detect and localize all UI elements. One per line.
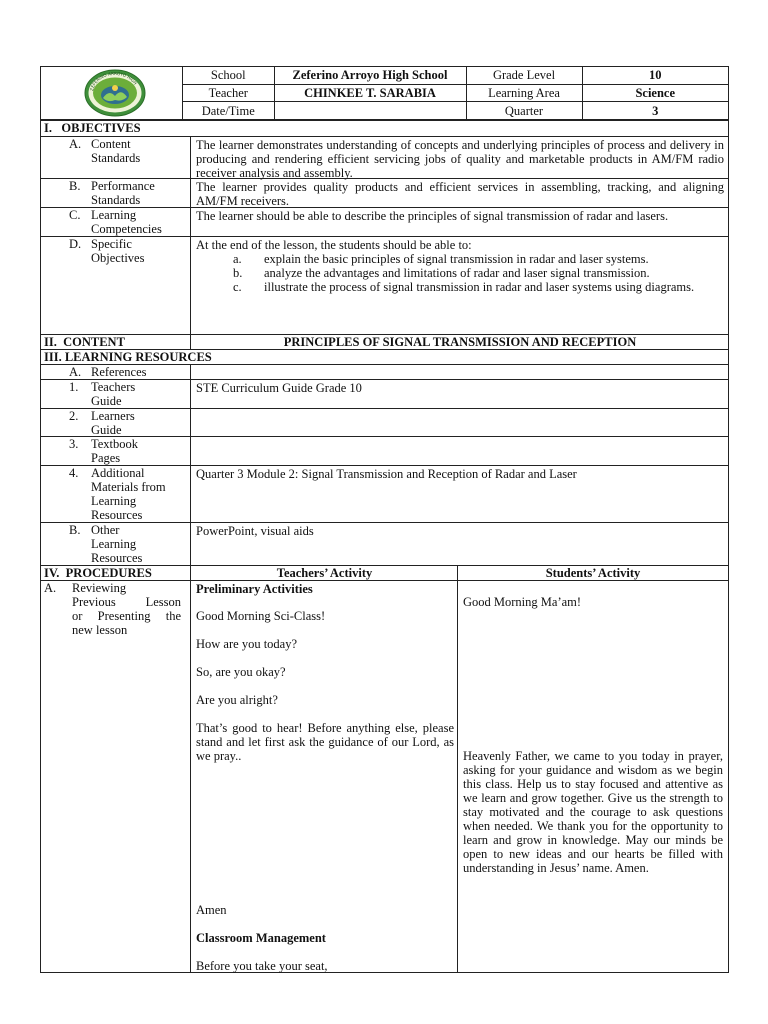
teacher-label: Teacher [183,84,274,101]
textbook-pages-value [190,437,728,465]
objectives-heading: I. OBJECTIVES [44,121,141,135]
svg-text:ZEFERINO ARROYO HIGH: ZEFERINO ARROYO HIGH [89,70,139,92]
performance-standards-text: The learner provides quality products and efficient services in assembling, tracking, and aligning AM/FM receivers. [196,180,724,208]
teacher-amen: Amen [196,903,227,917]
performance-standards-row: B. Performance Standards The learner provides quality products and efficient services in assembling, tracking, and aligning AM/FM receivers. [41,178,728,207]
logo-cell [41,67,183,119]
date-time-label: Date/Time [183,102,274,119]
specific-objectives-intro: At the end of the lesson, the students should be able to: [196,238,472,252]
textbook-pages-row: 3. Textbook Pages [41,436,728,465]
preliminary-activities-title: Preliminary Activities [196,582,313,596]
list-item: a. explain the basic principles of signal transmission in radar and laser systems. [233,252,649,266]
learning-resources-heading: III. LEARNING RESOURCES [44,350,212,364]
school-value: Zeferino Arroyo High School [274,67,466,84]
teacher-question-2: So, are you okay? [196,665,286,679]
procedures-heading: IV. PROCEDURES [44,566,152,580]
quarter-value: 3 [582,102,728,119]
specific-objectives-row: D. Specific Objectives At the end of the lesson, the students should be able to: a. explain the basic principles of signal transmission in radar and laser systems. b. analyze the advantages and limitations of radar and laser signal transmission. c. illustrate the process of signal transmission in radar and laser systems using diagrams. [41,236,728,334]
date-time-value [274,102,466,119]
grade-level-value: 10 [582,67,728,84]
other-resources-row: B. Other Learning Resources PowerPoint, visual aids [41,522,728,565]
content-title: PRINCIPLES OF SIGNAL TRANSMISSION AND RECEPTION [190,335,728,349]
learners-guide-row: 2. Learners Guide [41,408,728,436]
header-block [40,66,729,120]
additional-materials-row: 4. Additional Materials from Learning Resources Quarter 3 Module 2: Signal Transmission and Reception of Radar and Laser [41,465,728,522]
school-label: School [183,67,274,84]
classroom-management-title: Classroom Management [196,931,326,945]
list-item: b. analyze the advantages and limitations of radar and laser signal transmission. [233,266,650,280]
teacher-question-3: Are you alright? [196,693,278,707]
list-item: c. illustrate the process of signal transmission in radar and laser systems using diagrams. [233,280,695,294]
content-standards-row: A. Content Standards The learner demonstrates understanding of concepts and underlying principles of process and delivery in producing and rendering efficient servicing jobs of quality and marketable products in AM/FM radio receiver analysis and assembly. [41,136,728,178]
additional-materials-value: Quarter 3 Module 2: Signal Transmission and Reception of Radar and Laser [190,466,728,522]
teacher-value: CHINKEE T. SARABIA [274,84,466,101]
specific-objectives-list [196,252,724,294]
teacher-prayer-intro: That’s good to hear! Before anything else, please stand and let first ask the guidance of our Lord, as we pray.. [196,721,454,763]
objectives-heading-row [41,120,728,136]
reviewing-lesson-label: A. Reviewing Previous Lesson or Presenting the new lesson [44,581,181,637]
learners-guide-value [190,409,728,436]
reviewing-lesson-row [41,580,728,973]
learning-resources-heading-row [41,349,728,364]
school-seal-logo [84,69,146,117]
teachers-activity-header: Teachers’ Activity [190,566,457,580]
procedures-heading-row [41,565,728,580]
learning-area-label: Learning Area [466,84,582,101]
content-standards-text: The learner demonstrates understanding of concepts and underlying principles of process and delivery in producing and rendering efficient servicing jobs of quality and marketable products in AM/FM radio receiver analysis and assembly. [196,138,724,180]
teacher-question-1: How are you today? [196,637,298,651]
content-heading: II. CONTENT [44,335,125,349]
learning-competencies-row: C. Learning Competencies The learner should be able to describe the principles of signal transmission of radar and lasers. [41,207,728,236]
students-activity-header: Students’ Activity [457,566,728,580]
learning-area-value: Science [582,84,728,101]
student-prayer: Heavenly Father, we came to you today in prayer, asking for your guidance and wisdom as we begin this class. Help us to stay focused and attentive as we learn and grow together. Give us the strength to stay motivated and the courage to ask questions when needed. We thank you for the opportunity to learn and grow in knowledge. May our minds be open to new ideas and our hearts be filled with understanding in Jesus’ name. Amen. [463,749,723,875]
teacher-greeting: Good Morning Sci-Class! [196,609,326,623]
quarter-label: Quarter [466,102,582,119]
grade-level-label: Grade Level [466,67,582,84]
lesson-plan-table [40,120,729,973]
other-resources-value: PowerPoint, visual aids [190,523,728,565]
references-row: A. References [41,364,728,379]
teachers-guide-row: 1. Teachers Guide STE Curriculum Guide Grade 10 [41,379,728,408]
student-greeting: Good Morning Ma’am! [463,595,582,609]
learning-competencies-text: The learner should be able to describe the principles of signal transmission of radar and lasers. [196,209,669,223]
content-row [41,334,728,349]
teacher-seat-instruction: Before you take your seat, [196,959,328,973]
teachers-guide-value: STE Curriculum Guide Grade 10 [190,380,728,408]
